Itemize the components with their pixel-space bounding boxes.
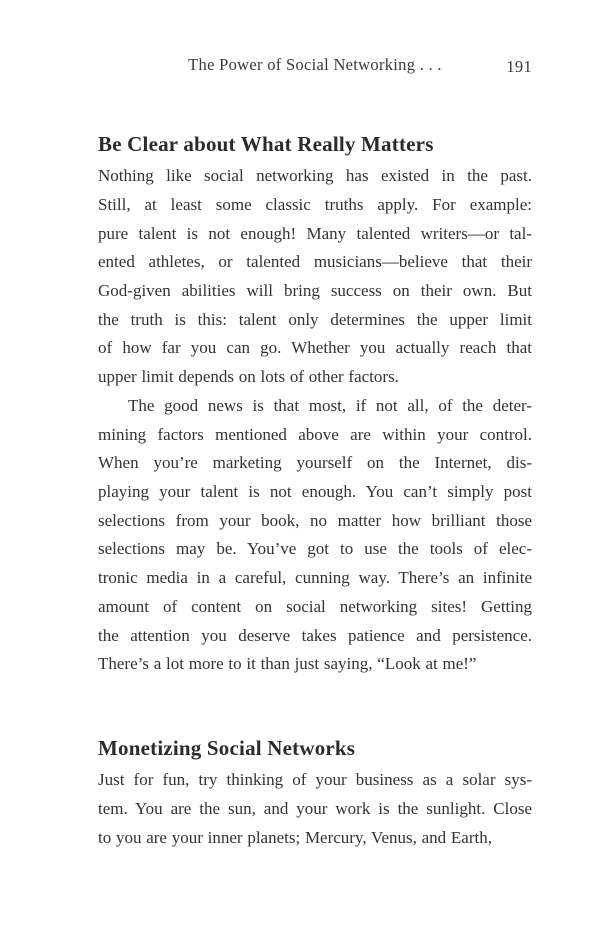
text-line: Just for fun, try thinking of your business as a solar sys- bbox=[98, 770, 532, 790]
text-line: to you are your inner planets; Mercury, Venus, and Earth, bbox=[98, 827, 492, 847]
paragraph-be-clear-1 bbox=[98, 162, 532, 392]
paragraph-monetizing-1 bbox=[98, 766, 532, 852]
running-header bbox=[98, 0, 532, 77]
text-line: of how far you can go. Whether you actually reach that bbox=[98, 338, 532, 358]
text-line: tem. You are the sun, and your work is the sunlight. Close bbox=[98, 798, 532, 818]
page-number: 191 bbox=[506, 57, 532, 76]
text-line: upper limit depends on lots of other factors. bbox=[98, 367, 399, 387]
paragraph-be-clear-2 bbox=[98, 392, 532, 679]
text-line: God-given abilities will bring success on their own. But bbox=[98, 281, 532, 301]
text-line: ented athletes, or talented musicians—believe that their bbox=[98, 252, 532, 272]
text-line: Nothing like social networking has existed in the past. bbox=[98, 166, 532, 186]
text-line: the truth is this: talent only determines the upper limit bbox=[98, 309, 532, 329]
text-line: tronic media in a careful, cunning way. There’s an infinite bbox=[98, 568, 532, 588]
section-heading-monetizing: Monetizing Social Networks bbox=[98, 735, 356, 760]
section-heading-be-clear: Be Clear about What Really Matters bbox=[98, 132, 434, 156]
text-line: Still, at least some classic truths apply. For example: bbox=[98, 194, 532, 214]
text-line: pure talent is not enough! Many talented writers—or tal- bbox=[98, 223, 532, 243]
text-line: mining factors mentioned above are within your control. bbox=[98, 424, 532, 444]
text-line: amount of content on social networking sites! Getting bbox=[98, 596, 532, 616]
running-title: The Power of Social Networking . . . bbox=[188, 55, 442, 74]
text-line: selections may be. You’ve got to use the tools of elec- bbox=[98, 539, 532, 559]
text-line: When you’re marketing yourself on the Internet, dis- bbox=[98, 453, 532, 473]
text-line: the attention you deserve takes patience and persistence. bbox=[98, 625, 532, 645]
text-line: There’s a lot more to it than just saying, “Look at me!” bbox=[98, 654, 477, 674]
text-line: playing your talent is not enough. You can’t simply post bbox=[98, 481, 532, 501]
text-line: The good news is that most, if not all, of the deter- bbox=[128, 395, 532, 415]
text-line: selections from your book, no matter how brilliant those bbox=[98, 510, 532, 530]
